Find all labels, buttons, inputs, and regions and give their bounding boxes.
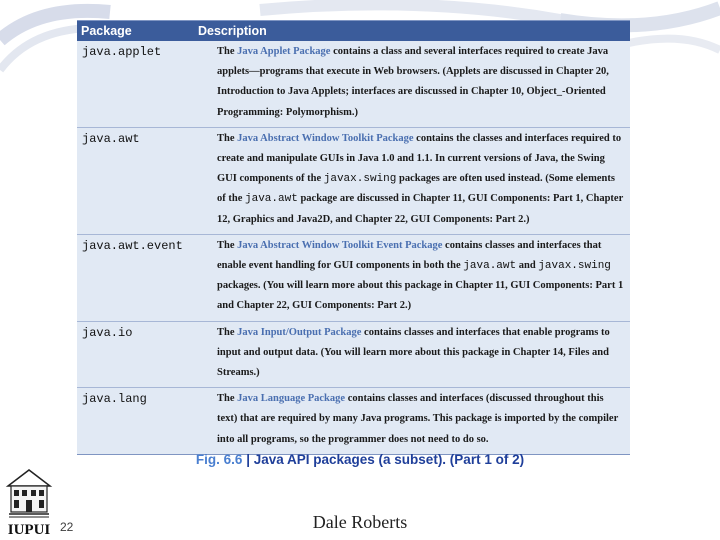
svg-text:IUPUI: IUPUI [7, 522, 51, 538]
code-term: javax.swing [538, 260, 611, 273]
description-text: The [217, 46, 238, 57]
package-name: java.awt [82, 131, 140, 146]
slide-number: 22 [60, 520, 74, 534]
code-term: java.awt [245, 193, 298, 206]
caption-text: Java API packages (a subset). (Part 1 of 2) [253, 452, 525, 467]
package-description [198, 236, 626, 317]
table-row [77, 234, 630, 321]
package-cell [77, 388, 194, 455]
description-cell [194, 127, 630, 234]
caption-separator: | [242, 452, 254, 467]
description-text: The [217, 132, 238, 144]
description-cell [194, 234, 630, 321]
package-name: java.applet [82, 45, 162, 59]
description-text: contains classes and interfaces that enable programs to input and output data. (You will learn more about this package in Chapter 14, Files and Streams.) [217, 326, 610, 379]
description-cell [194, 388, 630, 455]
description-text: The [217, 239, 238, 251]
table-header-row [77, 21, 630, 42]
table-row [77, 321, 630, 388]
description-text: The [217, 326, 238, 338]
table-row [77, 388, 630, 455]
package-cell [77, 234, 194, 321]
header-description: Description [194, 21, 630, 42]
package-cell [77, 127, 194, 234]
package-name: java.awt.event [82, 238, 183, 253]
package-description [198, 42, 626, 123]
package-title-link: Java Applet Package [237, 46, 331, 57]
description-text: packages. (You will learn more about this package in Chapter 11, GUI Components: Part 1 and Chapter 22, GUI Components: Part 2.) [217, 280, 624, 312]
description-text: contains the classes and interfaces required to create and manipulate GUIs in Java 1.0 and 1.1. In current versions of Java, the Swing GUI components of the [217, 132, 622, 185]
description-text: package are discussed in Chapter 11, GUI Components: Part 1, Chapter 12, Graphics and Java2D, and Chapter 22, GUI Components: Part 2.) [217, 193, 624, 225]
package-title-link: Java Abstract Window Toolkit Package [237, 132, 414, 144]
header-package: Package [77, 21, 194, 42]
java-packages-table [77, 20, 630, 455]
description-text: contains classes and interfaces (discussed throughout this text) that are required by many Java programs. This package is imported by the compiler into all programs, so the programmer does not need to do so. [217, 393, 619, 445]
description-text: contains a class and several interfaces required to create Java applets—programs that execute in Web browsers. (Applets are discussed in Chapter 20, Introduction to Java Applets; interfaces are discussed in Chapter 10, Object_-Oriented Programming: Polymorphism.) [217, 46, 609, 118]
figure-number: Fig. 6.6 [195, 452, 243, 467]
package-description [198, 129, 626, 230]
package-cell [77, 41, 194, 127]
package-description [198, 323, 626, 384]
description-cell [194, 41, 630, 127]
description-cell [194, 321, 630, 388]
package-title-link: Java Input/Output Package [237, 326, 362, 338]
package-name: java.lang [82, 392, 147, 407]
figure-caption [0, 452, 720, 467]
author-name: Dale Roberts [312, 512, 408, 532]
package-description [198, 389, 626, 450]
description-text: and [516, 260, 539, 272]
package-title-link: Java Language Package [237, 393, 346, 405]
description-text: contains classes and interfaces that enable event handling for GUI components in both the [217, 239, 602, 272]
package-title-link: Java Abstract Window Toolkit Event Package [237, 239, 443, 251]
description-text: The [217, 393, 238, 405]
code-term: javax.swing [323, 173, 397, 186]
description-text: packages are often used instead. (Some elements of the [217, 173, 615, 205]
package-name: java.io [82, 325, 133, 340]
table-row [77, 127, 630, 234]
table-row [77, 41, 630, 127]
code-term: java.awt [463, 260, 517, 273]
package-cell [77, 321, 194, 388]
